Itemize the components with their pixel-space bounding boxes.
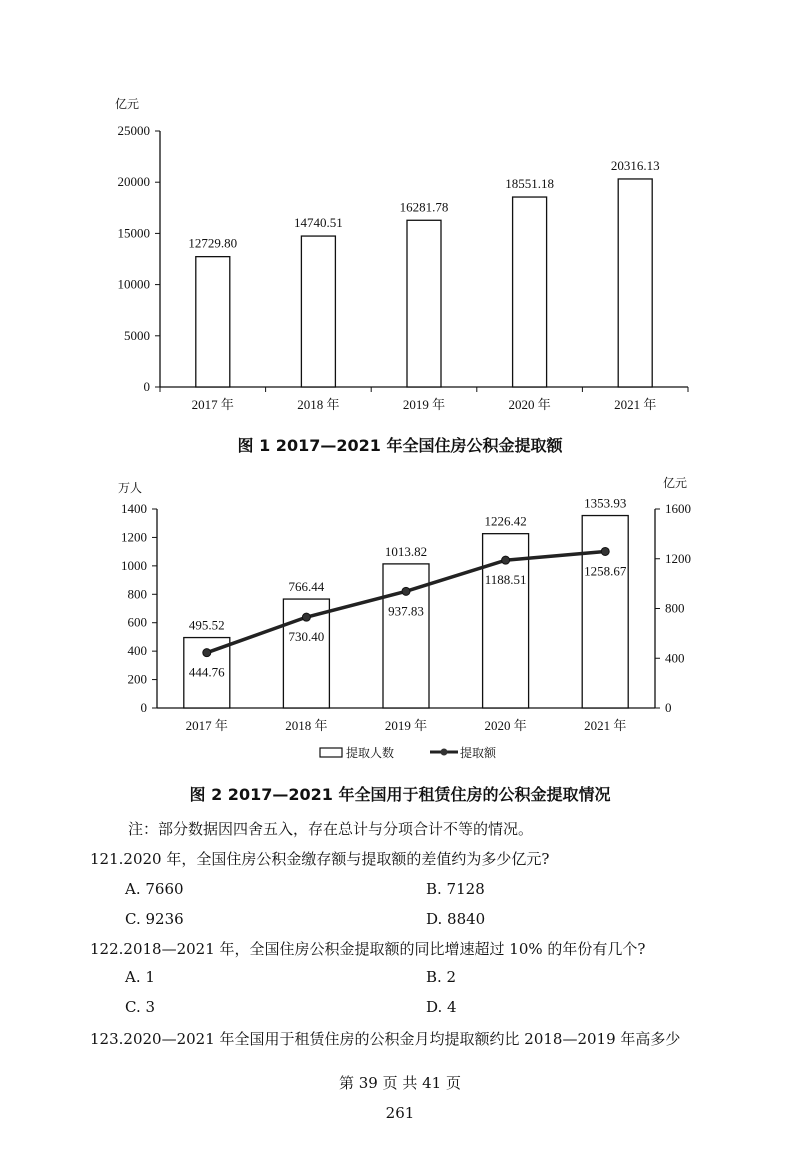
legend-line-marker <box>441 749 448 756</box>
option-122-a: A. 1 <box>125 968 155 986</box>
x-tick-label: 2017 年 <box>185 718 228 733</box>
y-tick-label: 15000 <box>117 225 150 241</box>
bar-value-label: 766.44 <box>288 579 325 595</box>
x-tick-label: 2021 年 <box>584 718 627 733</box>
left-y-tick-label: 800 <box>127 586 147 602</box>
y-tick-label: 10000 <box>117 276 150 292</box>
bar-value-label: 1013.82 <box>384 543 428 559</box>
line-value-label: 1258.67 <box>584 563 627 579</box>
option-121-c: C. 9236 <box>125 910 184 928</box>
line-value-label: 444.76 <box>188 664 225 680</box>
bar-value-label: 12729.80 <box>188 235 238 251</box>
left-y-tick-label: 200 <box>127 671 147 687</box>
bar-value-label: 495.52 <box>188 617 225 633</box>
x-tick-label: 2020 年 <box>508 397 551 412</box>
x-tick-label: 2020 年 <box>484 718 527 733</box>
y-axis-unit: 亿元 <box>115 97 140 111</box>
y-tick-label: 0 <box>143 379 150 394</box>
right-y-tick-label: 400 <box>665 650 685 666</box>
legend-bar-label: 提取人数 <box>346 746 395 760</box>
option-121-b: B. 7128 <box>426 880 485 898</box>
question-122: 122.2018—2021 年，全国住房公积金提取额的同比增速超过 10% 的年份有几个? <box>90 940 646 958</box>
line-point <box>203 649 211 657</box>
left-axis-unit: 万人 <box>118 481 143 495</box>
option-122-c: C. 3 <box>125 998 156 1016</box>
bar-2021 <box>618 179 652 387</box>
right-y-tick-label: 1200 <box>665 550 691 566</box>
bar-value-label: 16281.78 <box>399 199 449 215</box>
y-tick-label: 25000 <box>117 123 150 138</box>
question-121: 121.2020 年，全国住房公积金缴存额与提取额的差值约为多少亿元? <box>90 850 550 868</box>
bar-2020 <box>513 197 547 387</box>
bar-value-label: 1226.42 <box>484 513 527 529</box>
page-label: 第 39 页 共 41 页 <box>338 1074 461 1092</box>
legend-line-label: 提取额 <box>460 746 497 760</box>
option-121-d: D. 8840 <box>426 910 486 928</box>
option-122-b: B. 2 <box>426 968 457 986</box>
right-y-tick-label: 0 <box>665 700 672 715</box>
right-y-tick-label: 800 <box>665 600 685 616</box>
line-value-label: 937.83 <box>388 603 424 619</box>
legend-bar-swatch <box>320 748 342 757</box>
bar-people-2021 <box>582 516 628 708</box>
chart-2-title: 图 2 2017—2021 年全国用于租赁住房的公积金提取情况 <box>189 785 611 804</box>
chart-1-title: 图 1 2017—2021 年全国住房公积金提取额 <box>237 436 563 455</box>
y-tick-label: 20000 <box>117 174 150 190</box>
left-y-tick-label: 1000 <box>121 557 147 573</box>
left-y-tick-label: 0 <box>140 700 147 715</box>
x-tick-label: 2017 年 <box>191 397 234 412</box>
option-122-d: D. 4 <box>426 998 457 1016</box>
y-tick-label: 5000 <box>124 327 150 343</box>
chart-1 <box>0 0 800 440</box>
line-point <box>601 547 609 555</box>
x-tick-label: 2021 年 <box>614 397 657 412</box>
left-y-tick-label: 1400 <box>121 501 147 516</box>
right-y-tick-label: 1600 <box>665 501 691 516</box>
line-point <box>302 613 310 621</box>
question-123: 123.2020—2021 年全国用于租赁住房的公积金月均提取额约比 2018—2019 年高多少 <box>90 1030 681 1048</box>
bar-value-label: 20316.13 <box>610 157 660 173</box>
line-point <box>402 587 410 595</box>
left-y-tick-label: 400 <box>127 643 147 659</box>
x-tick-label: 2018 年 <box>297 397 340 412</box>
left-y-tick-label: 600 <box>127 614 147 630</box>
option-121-a: A. 7660 <box>125 880 184 898</box>
page-number: 261 <box>385 1104 415 1122</box>
chart-2 <box>0 470 800 770</box>
bar-value-label: 14740.51 <box>294 215 343 231</box>
bar-2017 <box>196 257 230 387</box>
x-tick-label: 2018 年 <box>285 718 328 733</box>
x-tick-label: 2019 年 <box>402 397 446 412</box>
line-point <box>502 556 510 564</box>
bar-value-label: 18551.18 <box>505 176 554 192</box>
line-value-label: 1188.51 <box>484 572 527 588</box>
right-axis-unit: 亿元 <box>663 476 688 490</box>
bar-2018 <box>301 236 335 387</box>
line-value-label: 730.40 <box>288 629 325 645</box>
bar-value-label: 1353.93 <box>584 495 627 511</box>
x-tick-label: 2019 年 <box>384 718 428 733</box>
footnote: 注：部分数据因四舍五入，存在总计与分项合计不等的情况。 <box>128 820 534 838</box>
bar-2019 <box>407 220 441 387</box>
left-y-tick-label: 1200 <box>121 529 147 545</box>
